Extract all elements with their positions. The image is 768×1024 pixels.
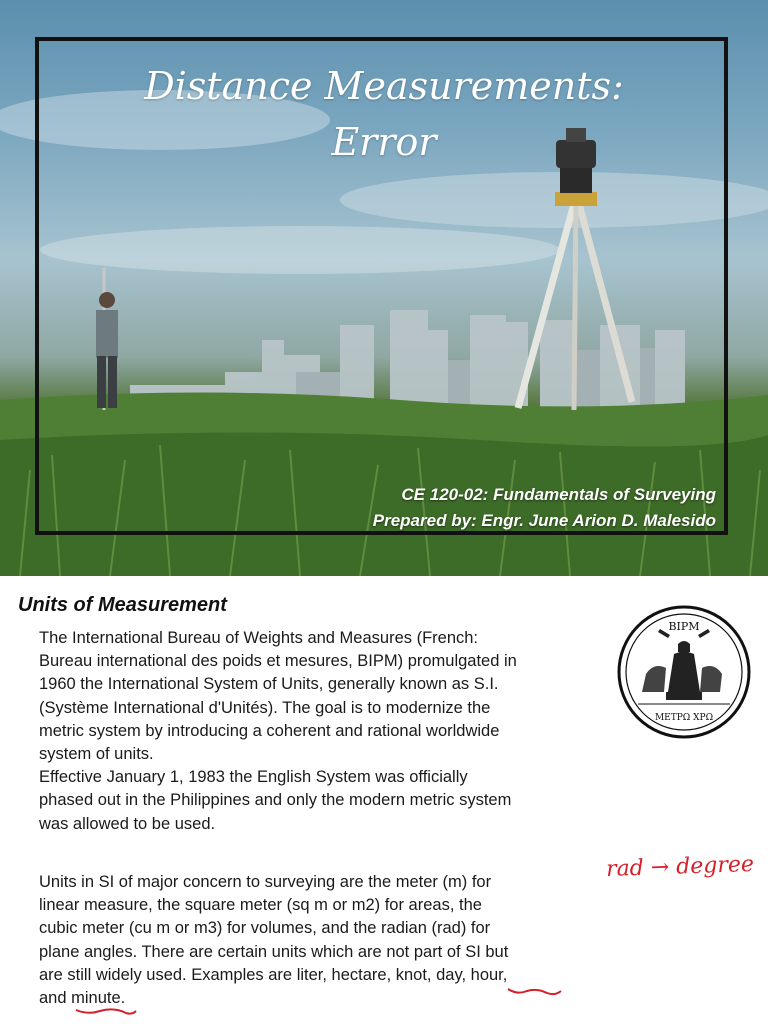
text-line: phased out in the Philippines and only the modern metric system: [39, 791, 512, 810]
text-line: The International Bureau of Weights and Measures (French:: [39, 629, 479, 647]
text-line: cubic meter (cu m or m3) for volumes, and the radian (rad) for: [39, 919, 491, 938]
svg-text:ΜΕΤΡΩ ΧΡΩ: [655, 713, 713, 723]
cover-title-line1: Distance Measurements:: [144, 64, 624, 108]
text-line: and minute.: [39, 989, 126, 1008]
units-slide: [0, 576, 768, 1024]
handwritten-underline-minute: [74, 1005, 138, 1017]
text-line: was allowed to be used.: [39, 814, 216, 833]
seal-bottom-text: ΜΕΤΡΩ ΧΡΩ: [654, 713, 714, 723]
prepared-by: Prepared by: Engr. June Arion D. Malesido: [372, 511, 716, 530]
text-line: linear measure, the square meter (sq m or m2) for areas, the: [39, 896, 482, 915]
paragraph-bipm: [39, 627, 599, 836]
text-line: Effective January 1, 1983 the English System was officially: [39, 768, 468, 787]
text-line: (Système International d'Unités). The goal is to modernize the: [39, 698, 491, 717]
text-line: system of units.: [39, 745, 154, 764]
handwritten-note-text: rad → degree: [605, 851, 754, 883]
text-line: Units in SI of major concern to surveying are the meter (m) for: [39, 873, 492, 891]
section-heading: Units of Measurement: [18, 594, 227, 616]
text-line: metric system by introducing a coherent and rational worldwide: [39, 721, 500, 740]
course-name: CE 120-02: Fundamentals of Surveying: [401, 485, 716, 504]
text-line: 1960 the International System of Units, generally known as S.I.: [39, 675, 499, 694]
handwritten-underline-day: [505, 985, 565, 997]
text-line: are still widely used. Examples are liter, hectare, knot, day, hour,: [39, 965, 508, 984]
svg-text:rad → degree: [606, 852, 754, 882]
svg-text:BIPM: [668, 620, 699, 633]
text-line: plane angles. There are certain units which are not part of SI but: [39, 942, 509, 961]
cover-title-line2: Error: [331, 120, 437, 164]
text-line: Bureau international des poids et mesures, BIPM) promulgated in: [39, 652, 517, 671]
handwritten-note: [604, 844, 754, 888]
bipm-seal-logo: [616, 604, 752, 740]
seal-top-text: BIPM: [668, 620, 700, 633]
